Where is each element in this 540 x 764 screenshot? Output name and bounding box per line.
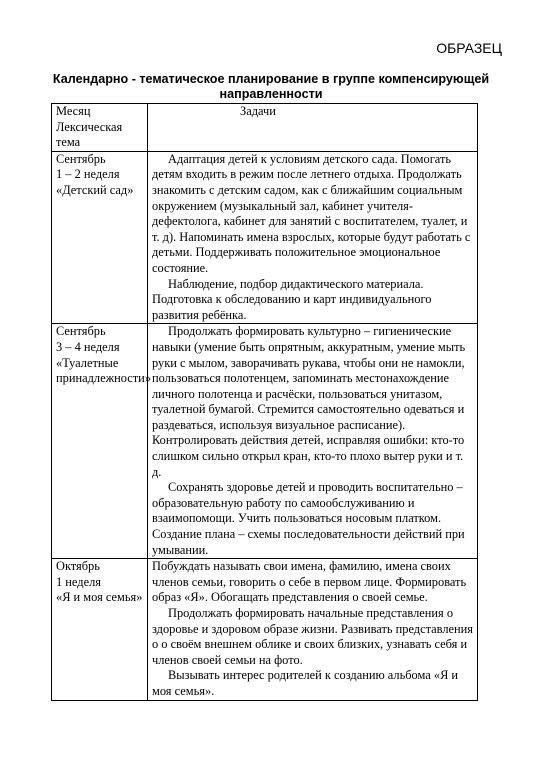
header-tasks: Задачи (148, 104, 478, 152)
task-paragraph: Адаптация детей к условиям детского сада. Помогать детям входить в режим после летнего отдыха. Продолжать знакомить с детским садом, как с ближайшим социальным окружением (музыкальный зал, кабинет учителя-дефектолога, кабинет для занятий с воспитателем, туалет, и т. д). Напоминать имена взрослых, которые будут работать с детьми. Поддерживать положительное эмоциональное состояние. (152, 151, 471, 275)
task-paragraph: Вызывать интерес родителей к созданию альбома «Я и моя семья». (152, 668, 459, 698)
sample-stamp: ОБРАЗЕЦ (436, 40, 502, 56)
row-period: Сентябрь 3 – 4 неделя «Туалетные принадлежности» (52, 324, 148, 559)
document-title: Календарно - тематическое планирование в группе компенсирующей направленности (52, 72, 490, 101)
row-tasks (148, 559, 478, 700)
row-tasks (148, 324, 478, 559)
table-header-row (52, 104, 478, 152)
task-paragraph: Наблюдение, подбор дидактического материала. Подготовка к обследованию и карт индивидуального развития ребёнка. (152, 276, 432, 322)
task-paragraph: Сохранять здоровье детей и проводить воспитательно – образовательную работу по самообслуживанию и взаимопомощи. Учить пользоваться носовым платком. Создание плана – схемы последовательности действий при умывании. (152, 480, 465, 557)
task-paragraph: Побуждать называть свои имена, фамилию, имена своих членов семьи, говорить о себе в первом лице. Формировать образ «Я». Обогащать представления о своей семье. (152, 559, 467, 605)
row-tasks (148, 151, 478, 324)
row-period: Октябрь 1 неделя «Я и моя семья» (52, 559, 148, 700)
table-row (52, 151, 478, 324)
header-period: Месяц Лексическая тема (52, 104, 148, 152)
table-row (52, 559, 478, 700)
task-paragraph: Продолжать формировать культурно – гигиенические навыки (умение быть опрятным, аккуратным, умение мыть руки с мылом, заворачивать рукава, чтобы они не намокли, пользоваться полотенцем, запоминать местонахождение личного полотенца и расчёски, пользоваться унитазом, туалетной бумагой. Стремится самостоятельно одеваться и раздеваться, используя визуальное расписание). Контролировать действия детей, исправляя ошибки: кто-то слишком сильно открыл кран, кто-то плохо вытер руки и т. д. (152, 324, 466, 479)
planning-table (51, 103, 478, 701)
table-row (52, 324, 478, 559)
task-paragraph: Продолжать формировать начальные представления о здоровье и здоровом образе жизни. Развивать представления о о своём внешнем облике и своих близких, узнавать себя и членов своей семьи на фото. (152, 606, 473, 667)
row-period: Сентябрь 1 – 2 неделя «Детский сад» (52, 151, 148, 324)
